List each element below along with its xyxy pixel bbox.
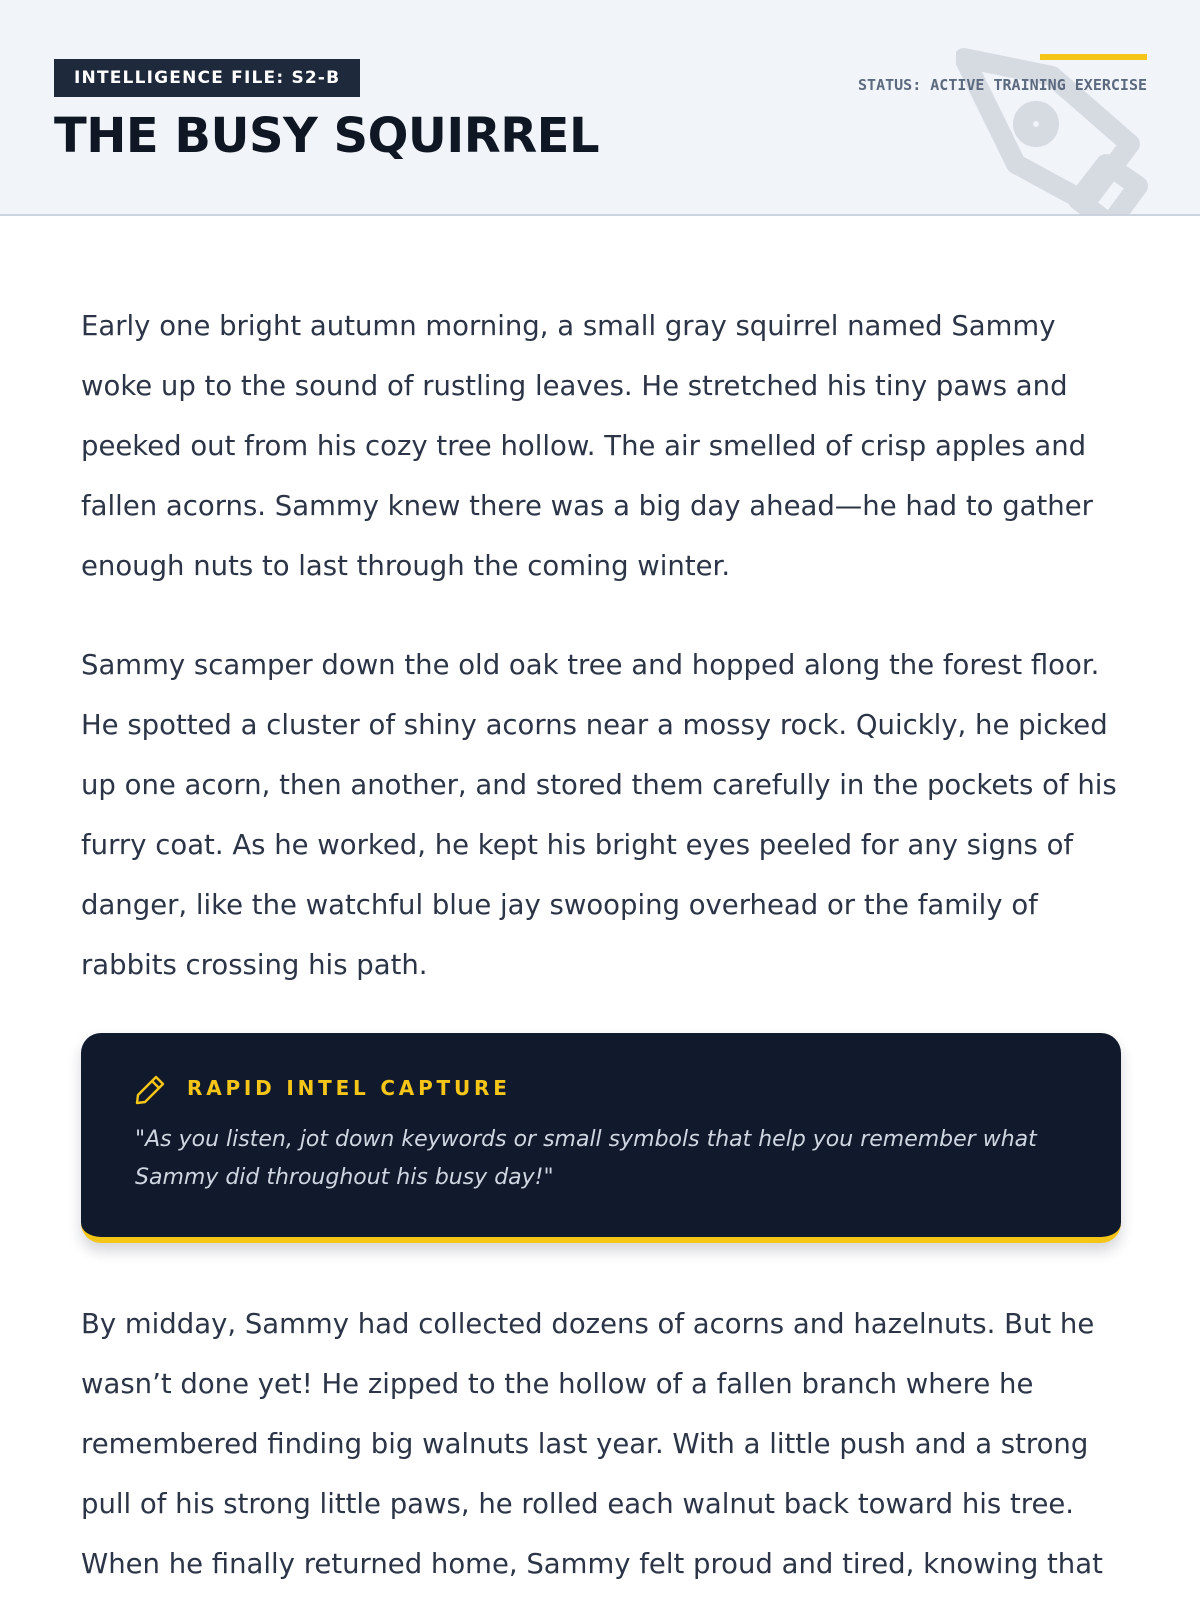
story-paragraph: By midday, Sammy had collected dozens of acorns and hazelnuts. But he wasn’t done yet! He zipped to the hollow of a fallen branch where he remembered finding big walnuts last year. With a little push and a strong pull of his strong little paws, he rolled each walnut back toward his tree. When he finally returned home, Sammy felt proud and tired, knowing that [81, 1308, 1103, 1580]
file-tag-badge: INTELLIGENCE FILE: S2-B [54, 59, 360, 97]
story-content [81, 296, 1121, 1594]
story-paragraph: Sammy scamper down the old oak tree and hopped along the forest floor. He spotted a cluster of shiny acorns near a mossy rock. Quickly, he picked up one acorn, then another, and stored them carefully in the pockets of his furry coat. As he worked, he kept his bright eyes peeled for any signs of danger, like the watchful blue jay swooping overhead or the family of rabbits crossing his path. [81, 649, 1117, 981]
callout-quote: "As you listen, jot down keywords or small symbols that help you remember what Sammy did throughout his busy day!" [135, 1127, 1037, 1190]
callout-title: RAPID INTEL CAPTURE [187, 1076, 511, 1100]
page-header [0, 0, 1200, 216]
pencil-icon [134, 1074, 166, 1106]
status-label: STATUS: ACTIVE TRAINING EXERCISE [858, 76, 1147, 94]
rapid-intel-callout [81, 1033, 1121, 1243]
story-paragraph: Early one bright autumn morning, a small gray squirrel named Sammy woke up to the sound of rustling leaves. He stretched his tiny paws and peeked out from his cozy tree hollow. The air smelled of crisp apples and fallen acorns. Sammy knew there was a big day ahead—he had to gather enough nuts to last through the coming winter. [81, 310, 1093, 582]
pen-nib-icon [956, 44, 1186, 216]
accent-line [1040, 54, 1147, 60]
page-title: THE BUSY SQUIRREL [54, 108, 600, 164]
